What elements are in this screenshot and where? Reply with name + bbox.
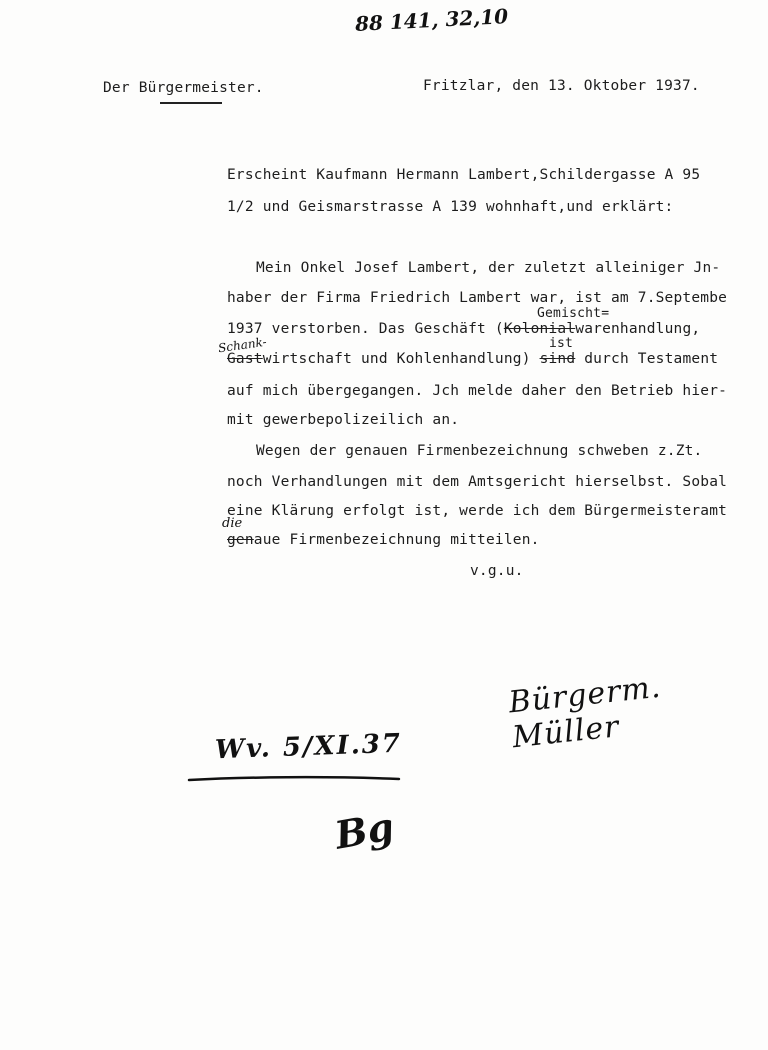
struck-sind: sind [539,351,576,367]
p1-line-6: mit gewerbepolizeilich an. [227,412,460,428]
signature: Bürgerm. Müller [507,669,663,756]
struck-gast: Gast [227,351,263,367]
annotation-initials: Bg [331,803,398,858]
struck-kolonial: Kolonial [503,321,576,337]
body-line-2: 1/2 und Geismarstrasse A 139 wohnhaft,und erklärt: [227,199,674,215]
p2-line-4 [227,532,540,548]
p1-line-4-a: wirtschaft und Kohlenhandlung) [262,351,540,367]
sender-line: Der Bürgermeister. [103,80,264,96]
closing-vgu: v.g.u. [470,563,524,579]
annotation-note: Wv. 5/XI.37 [214,728,403,766]
struck-gen: gen [227,532,254,548]
p2-line-4-text: aue Firmenbezeichnung mitteilen. [253,532,540,548]
p1-line-1: Mein Onkel Josef Lambert, der zuletzt alleiniger Jn- [256,260,721,276]
sender-underline [160,102,222,104]
p1-line-2: haber der Firma Friedrich Lambert war, ist am 7.Septembe [227,290,728,306]
annotation-underline [185,772,405,786]
p1-line-4 [227,351,718,367]
p1-line-3-a: 1937 verstorben. Das Geschäft ( [227,321,504,337]
p1-line-4-b: durch Testament [575,351,719,367]
p1-line-3-b: warenhandlung, [575,321,701,337]
insert-schank: Schank- [217,334,268,356]
p1-line-3 [227,321,700,337]
p2-line-1: Wegen der genauen Firmenbezeichnung schweben z.Zt. [256,443,703,459]
insert-die: die [222,516,243,531]
archive-mark: 88 141, 32,10 [354,4,509,36]
p2-line-3: eine Klärung erfolgt ist, werde ich dem Bürgermeisteramt [227,503,728,519]
insert-ist: ist [549,336,574,351]
body-line-1: Erscheint Kaufmann Hermann Lambert,Schildergasse A 95 [227,167,701,183]
p1-line-5: auf mich übergegangen. Jch melde daher den Betrieb hier- [227,383,728,399]
insert-gemischt: Gemischt= [537,306,610,321]
place-date: Fritzlar, den 13. Oktober 1937. [423,78,700,94]
p2-line-2: noch Verhandlungen mit dem Amtsgericht hierselbst. Sobal [227,474,728,490]
